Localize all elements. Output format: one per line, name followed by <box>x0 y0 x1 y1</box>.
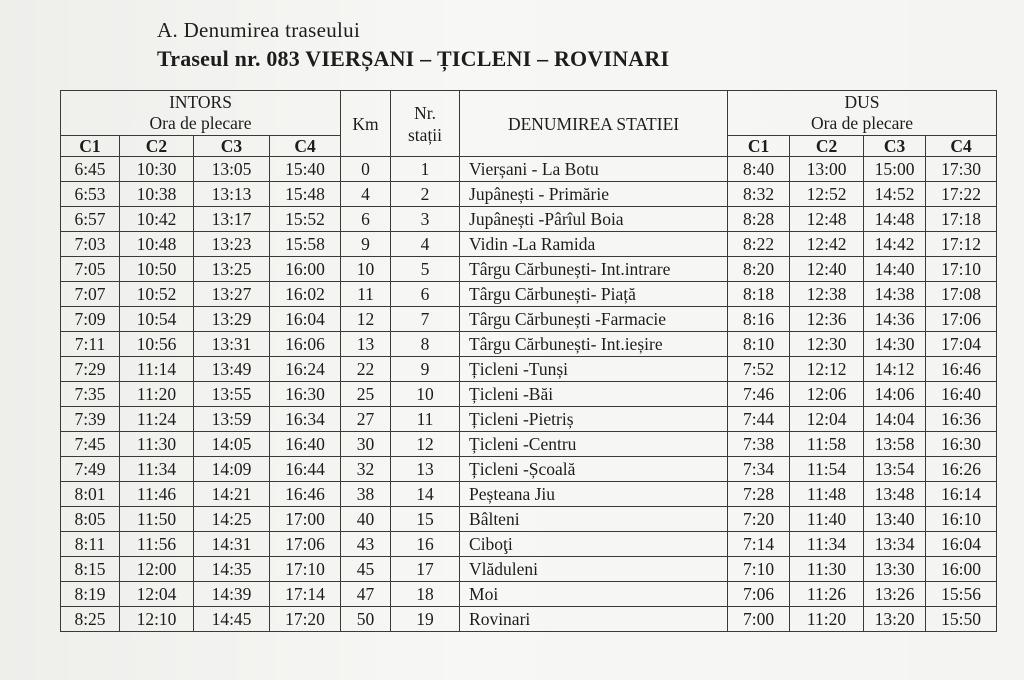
table-row <box>61 307 997 332</box>
dus-time-cell: 13:30 <box>864 557 926 582</box>
nr-statie-cell: 7 <box>391 307 460 332</box>
station-name-cell: Târgu Cărbunești -Farmacie <box>460 307 728 332</box>
intors-time-cell: 16:44 <box>270 457 341 482</box>
intors-time-cell: 15:48 <box>270 182 341 207</box>
dus-time-cell: 14:38 <box>864 282 926 307</box>
table-row <box>61 582 997 607</box>
dus-time-cell: 7:46 <box>728 382 790 407</box>
dus-col-header: C3 <box>864 136 926 157</box>
intors-time-cell: 11:46 <box>120 482 194 507</box>
intors-time-cell: 7:03 <box>61 232 120 257</box>
intors-time-cell: 16:04 <box>270 307 341 332</box>
dus-time-cell: 8:16 <box>728 307 790 332</box>
dus-time-cell: 12:48 <box>790 207 864 232</box>
intors-time-cell: 12:10 <box>120 607 194 632</box>
intors-time-cell: 16:00 <box>270 257 341 282</box>
table-row <box>61 157 997 182</box>
dus-time-cell: 13:34 <box>864 532 926 557</box>
table-row <box>61 382 997 407</box>
table-row <box>61 232 997 257</box>
intors-time-cell: 10:30 <box>120 157 194 182</box>
km-cell: 27 <box>341 407 391 432</box>
intors-time-cell: 13:27 <box>194 282 270 307</box>
table-row <box>61 257 997 282</box>
dus-time-cell: 16:10 <box>926 507 997 532</box>
intors-time-cell: 6:53 <box>61 182 120 207</box>
intors-subtitle: Ora de plecare <box>149 113 252 133</box>
intors-time-cell: 7:07 <box>61 282 120 307</box>
station-name-cell: Vlăduleni <box>460 557 728 582</box>
nr-statie-cell: 6 <box>391 282 460 307</box>
dus-title: DUS <box>844 92 880 112</box>
dus-time-cell: 7:00 <box>728 607 790 632</box>
nr-statie-cell: 10 <box>391 382 460 407</box>
dus-time-cell: 17:08 <box>926 282 997 307</box>
nr-statie-cell: 2 <box>391 182 460 207</box>
nr-statie-cell: 15 <box>391 507 460 532</box>
dus-time-cell: 17:12 <box>926 232 997 257</box>
intors-time-cell: 13:25 <box>194 257 270 282</box>
intors-time-cell: 13:31 <box>194 332 270 357</box>
intors-time-cell: 8:01 <box>61 482 120 507</box>
dus-time-cell: 17:30 <box>926 157 997 182</box>
station-name-cell: Ciboţi <box>460 532 728 557</box>
nr-statie-cell: 13 <box>391 457 460 482</box>
station-name-cell: Vidin -La Ramida <box>460 232 728 257</box>
station-name-cell: Țicleni -Pietriș <box>460 407 728 432</box>
dus-time-cell: 7:52 <box>728 357 790 382</box>
intors-time-cell: 8:25 <box>61 607 120 632</box>
nr-statie-cell: 1 <box>391 157 460 182</box>
intors-time-cell: 10:42 <box>120 207 194 232</box>
station-name-cell: Țicleni -Școală <box>460 457 728 482</box>
intors-col-header: C3 <box>194 136 270 157</box>
km-cell: 22 <box>341 357 391 382</box>
intors-time-cell: 14:35 <box>194 557 270 582</box>
dus-time-cell: 13:40 <box>864 507 926 532</box>
intors-time-cell: 11:30 <box>120 432 194 457</box>
km-cell: 0 <box>341 157 391 182</box>
dus-time-cell: 11:54 <box>790 457 864 482</box>
dus-time-cell: 12:04 <box>790 407 864 432</box>
dus-time-cell: 7:28 <box>728 482 790 507</box>
intors-time-cell: 7:39 <box>61 407 120 432</box>
dus-time-cell: 7:06 <box>728 582 790 607</box>
intors-time-cell: 15:52 <box>270 207 341 232</box>
intors-time-cell: 8:19 <box>61 582 120 607</box>
station-name-cell: Moi <box>460 582 728 607</box>
station-name-cell: Târgu Cărbunești- Int.intrare <box>460 257 728 282</box>
nr-header-line2: stații <box>408 124 443 145</box>
dus-time-cell: 8:28 <box>728 207 790 232</box>
station-name-cell: Vierșani - La Botu <box>460 157 728 182</box>
intors-time-cell: 16:02 <box>270 282 341 307</box>
dus-time-cell: 14:36 <box>864 307 926 332</box>
table-row <box>61 207 997 232</box>
intors-time-cell: 10:52 <box>120 282 194 307</box>
table-row <box>61 457 997 482</box>
timetable-body <box>61 157 997 632</box>
dus-time-cell: 15:00 <box>864 157 926 182</box>
dus-time-cell: 8:40 <box>728 157 790 182</box>
km-cell: 45 <box>341 557 391 582</box>
intors-time-cell: 13:55 <box>194 382 270 407</box>
km-cell: 6 <box>341 207 391 232</box>
intors-time-cell: 10:48 <box>120 232 194 257</box>
dus-time-cell: 13:54 <box>864 457 926 482</box>
dus-time-cell: 17:04 <box>926 332 997 357</box>
intors-group-header <box>61 91 341 136</box>
intors-time-cell: 14:45 <box>194 607 270 632</box>
station-name-cell: Peșteana Jiu <box>460 482 728 507</box>
dus-time-cell: 8:18 <box>728 282 790 307</box>
intors-title: INTORS <box>169 92 232 112</box>
station-name-cell: Țicleni -Tunși <box>460 357 728 382</box>
table-row <box>61 482 997 507</box>
intors-time-cell: 15:40 <box>270 157 341 182</box>
station-name-header: DENUMIREA STATIEI <box>460 91 728 157</box>
km-cell: 38 <box>341 482 391 507</box>
dus-col-header: C4 <box>926 136 997 157</box>
km-cell: 12 <box>341 307 391 332</box>
nr-statie-cell: 11 <box>391 407 460 432</box>
dus-time-cell: 14:52 <box>864 182 926 207</box>
intors-time-cell: 17:06 <box>270 532 341 557</box>
km-cell: 47 <box>341 582 391 607</box>
dus-time-cell: 7:10 <box>728 557 790 582</box>
dus-time-cell: 14:30 <box>864 332 926 357</box>
intors-time-cell: 13:59 <box>194 407 270 432</box>
intors-time-cell: 13:13 <box>194 182 270 207</box>
station-name-cell: Țicleni -Băi <box>460 382 728 407</box>
nr-statie-cell: 8 <box>391 332 460 357</box>
dus-time-cell: 11:34 <box>790 532 864 557</box>
intors-time-cell: 14:09 <box>194 457 270 482</box>
dus-time-cell: 14:12 <box>864 357 926 382</box>
dus-time-cell: 11:58 <box>790 432 864 457</box>
intors-time-cell: 7:05 <box>61 257 120 282</box>
dus-col-header: C2 <box>790 136 864 157</box>
dus-time-cell: 13:00 <box>790 157 864 182</box>
dus-col-header: C1 <box>728 136 790 157</box>
intors-time-cell: 10:50 <box>120 257 194 282</box>
dus-time-cell: 14:06 <box>864 382 926 407</box>
intors-time-cell: 6:57 <box>61 207 120 232</box>
table-row <box>61 357 997 382</box>
nr-statii-header <box>391 91 460 157</box>
km-cell: 30 <box>341 432 391 457</box>
intors-time-cell: 11:34 <box>120 457 194 482</box>
intors-time-cell: 12:04 <box>120 582 194 607</box>
intors-time-cell: 11:50 <box>120 507 194 532</box>
intors-time-cell: 16:06 <box>270 332 341 357</box>
intors-time-cell: 7:29 <box>61 357 120 382</box>
intors-time-cell: 16:24 <box>270 357 341 382</box>
intors-time-cell: 10:56 <box>120 332 194 357</box>
dus-time-cell: 12:40 <box>790 257 864 282</box>
table-row <box>61 407 997 432</box>
station-name-cell: Rovinari <box>460 607 728 632</box>
dus-time-cell: 12:38 <box>790 282 864 307</box>
intors-time-cell: 10:54 <box>120 307 194 332</box>
intors-time-cell: 16:34 <box>270 407 341 432</box>
dus-time-cell: 13:48 <box>864 482 926 507</box>
intors-time-cell: 11:56 <box>120 532 194 557</box>
station-name-cell: Țicleni -Centru <box>460 432 728 457</box>
km-header: Km <box>341 91 391 157</box>
dus-time-cell: 13:20 <box>864 607 926 632</box>
table-row <box>61 507 997 532</box>
dus-time-cell: 15:56 <box>926 582 997 607</box>
km-cell: 40 <box>341 507 391 532</box>
dus-subtitle: Ora de plecare <box>811 113 914 133</box>
nr-statie-cell: 5 <box>391 257 460 282</box>
nr-statie-cell: 4 <box>391 232 460 257</box>
intors-time-cell: 15:58 <box>270 232 341 257</box>
intors-time-cell: 7:35 <box>61 382 120 407</box>
nr-statie-cell: 9 <box>391 357 460 382</box>
km-cell: 25 <box>341 382 391 407</box>
km-cell: 13 <box>341 332 391 357</box>
dus-time-cell: 11:48 <box>790 482 864 507</box>
km-cell: 9 <box>341 232 391 257</box>
dus-time-cell: 8:32 <box>728 182 790 207</box>
station-name-cell: Târgu Cărbunești- Piață <box>460 282 728 307</box>
intors-col-header: C2 <box>120 136 194 157</box>
dus-time-cell: 17:18 <box>926 207 997 232</box>
intors-time-cell: 14:39 <box>194 582 270 607</box>
km-cell: 11 <box>341 282 391 307</box>
dus-time-cell: 8:22 <box>728 232 790 257</box>
intors-time-cell: 13:49 <box>194 357 270 382</box>
intors-time-cell: 13:23 <box>194 232 270 257</box>
dus-time-cell: 16:30 <box>926 432 997 457</box>
dus-time-cell: 17:22 <box>926 182 997 207</box>
dus-time-cell: 16:46 <box>926 357 997 382</box>
dus-time-cell: 11:20 <box>790 607 864 632</box>
intors-time-cell: 14:31 <box>194 532 270 557</box>
intors-time-cell: 10:38 <box>120 182 194 207</box>
dus-time-cell: 8:10 <box>728 332 790 357</box>
dus-time-cell: 7:38 <box>728 432 790 457</box>
dus-time-cell: 16:36 <box>926 407 997 432</box>
dus-time-cell: 12:36 <box>790 307 864 332</box>
table-row <box>61 282 997 307</box>
nr-statie-cell: 14 <box>391 482 460 507</box>
dus-time-cell: 12:06 <box>790 382 864 407</box>
intors-time-cell: 16:40 <box>270 432 341 457</box>
table-row <box>61 332 997 357</box>
dus-time-cell: 11:30 <box>790 557 864 582</box>
station-name-cell: Târgu Cărbunești- Int.ieșire <box>460 332 728 357</box>
dus-time-cell: 7:34 <box>728 457 790 482</box>
intors-time-cell: 7:45 <box>61 432 120 457</box>
route-timetable <box>60 90 997 632</box>
km-cell: 4 <box>341 182 391 207</box>
km-cell: 43 <box>341 532 391 557</box>
nr-statie-cell: 18 <box>391 582 460 607</box>
table-row <box>61 607 997 632</box>
dus-time-cell: 11:40 <box>790 507 864 532</box>
km-cell: 32 <box>341 457 391 482</box>
nr-header-line1: Nr. <box>414 102 436 123</box>
intors-time-cell: 13:05 <box>194 157 270 182</box>
dus-time-cell: 7:20 <box>728 507 790 532</box>
dus-time-cell: 12:42 <box>790 232 864 257</box>
nr-statie-cell: 19 <box>391 607 460 632</box>
km-cell: 10 <box>341 257 391 282</box>
station-name-cell: Jupânești - Primărie <box>460 182 728 207</box>
document-heading: A. Denumirea traseului <box>157 18 361 42</box>
intors-time-cell: 7:49 <box>61 457 120 482</box>
intors-time-cell: 8:15 <box>61 557 120 582</box>
intors-time-cell: 16:46 <box>270 482 341 507</box>
intors-time-cell: 8:05 <box>61 507 120 532</box>
dus-time-cell: 13:26 <box>864 582 926 607</box>
station-name-cell: Bâlteni <box>460 507 728 532</box>
intors-time-cell: 17:20 <box>270 607 341 632</box>
dus-time-cell: 16:26 <box>926 457 997 482</box>
dus-time-cell: 8:20 <box>728 257 790 282</box>
dus-time-cell: 14:48 <box>864 207 926 232</box>
intors-time-cell: 13:29 <box>194 307 270 332</box>
nr-statie-cell: 17 <box>391 557 460 582</box>
dus-time-cell: 7:14 <box>728 532 790 557</box>
intors-time-cell: 17:10 <box>270 557 341 582</box>
intors-time-cell: 7:09 <box>61 307 120 332</box>
table-row <box>61 557 997 582</box>
intors-time-cell: 7:11 <box>61 332 120 357</box>
intors-time-cell: 17:00 <box>270 507 341 532</box>
intors-time-cell: 11:14 <box>120 357 194 382</box>
dus-time-cell: 12:30 <box>790 332 864 357</box>
intors-time-cell: 14:25 <box>194 507 270 532</box>
table-row <box>61 532 997 557</box>
intors-time-cell: 8:11 <box>61 532 120 557</box>
intors-time-cell: 11:24 <box>120 407 194 432</box>
intors-col-header: C4 <box>270 136 341 157</box>
intors-time-cell: 14:21 <box>194 482 270 507</box>
dus-time-cell: 7:44 <box>728 407 790 432</box>
dus-time-cell: 12:52 <box>790 182 864 207</box>
dus-time-cell: 12:12 <box>790 357 864 382</box>
intors-time-cell: 13:17 <box>194 207 270 232</box>
dus-time-cell: 11:26 <box>790 582 864 607</box>
intors-time-cell: 6:45 <box>61 157 120 182</box>
nr-statie-cell: 3 <box>391 207 460 232</box>
nr-statie-cell: 12 <box>391 432 460 457</box>
dus-time-cell: 16:04 <box>926 532 997 557</box>
dus-group-header <box>728 91 997 136</box>
table-row <box>61 432 997 457</box>
dus-time-cell: 17:06 <box>926 307 997 332</box>
dus-time-cell: 16:00 <box>926 557 997 582</box>
dus-time-cell: 15:50 <box>926 607 997 632</box>
intors-time-cell: 17:14 <box>270 582 341 607</box>
dus-time-cell: 16:14 <box>926 482 997 507</box>
dus-time-cell: 14:42 <box>864 232 926 257</box>
station-name-cell: Jupânești -Pârîul Boia <box>460 207 728 232</box>
intors-time-cell: 11:20 <box>120 382 194 407</box>
route-title: Traseul nr. 083 VIERȘANI – ȚICLENI – ROVINARI <box>157 46 670 71</box>
dus-time-cell: 13:58 <box>864 432 926 457</box>
km-cell: 50 <box>341 607 391 632</box>
intors-time-cell: 12:00 <box>120 557 194 582</box>
dus-time-cell: 17:10 <box>926 257 997 282</box>
dus-time-cell: 16:40 <box>926 382 997 407</box>
nr-statie-cell: 16 <box>391 532 460 557</box>
table-row <box>61 182 997 207</box>
dus-time-cell: 14:04 <box>864 407 926 432</box>
intors-col-header: C1 <box>61 136 120 157</box>
dus-time-cell: 14:40 <box>864 257 926 282</box>
intors-time-cell: 14:05 <box>194 432 270 457</box>
intors-time-cell: 16:30 <box>270 382 341 407</box>
